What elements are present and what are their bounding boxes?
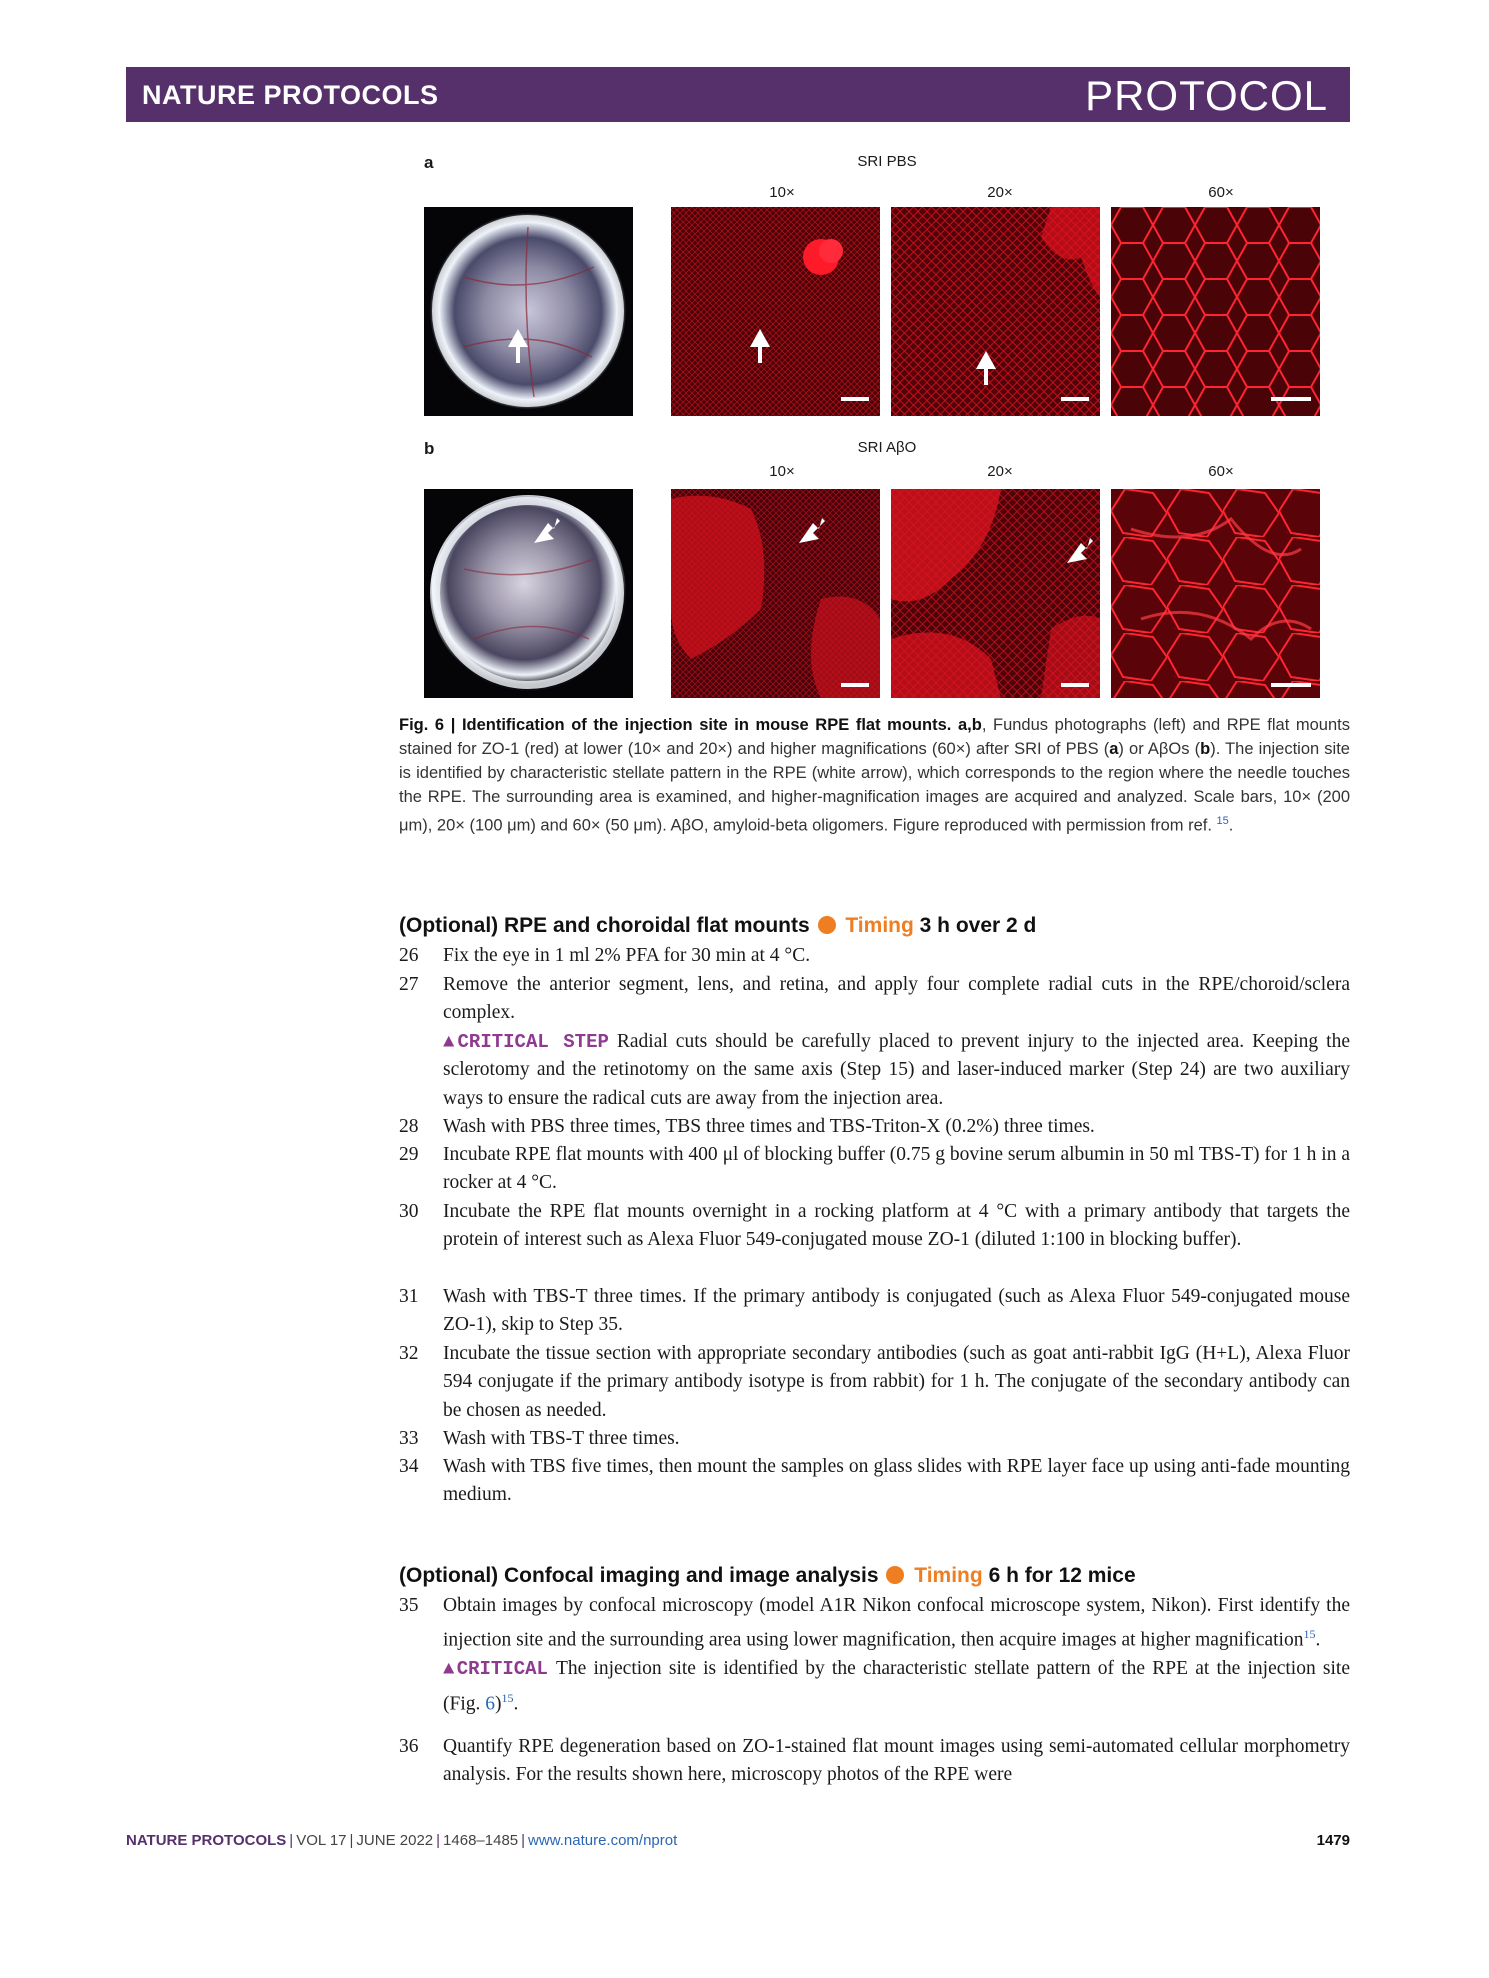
panel-a-mag-20x: 20× (987, 184, 1013, 201)
footer-pages: 1468–1485 (443, 1832, 519, 1849)
section-title-confocal (399, 1564, 1350, 1588)
panel-a-fundus-photo (424, 207, 633, 416)
footer-separator: | (289, 1832, 294, 1849)
critical-text: The injection site is identified by the characteristic stellate pattern of the RPE at the injection site (Fig. (443, 1658, 1350, 1715)
step-26 (399, 942, 1350, 970)
step-number: 33 (399, 1428, 419, 1449)
figure-6 (0, 0, 1489, 720)
step-text (443, 971, 1350, 1113)
page-footer (126, 1832, 1350, 1849)
panel-b-flatmount-60x (1111, 489, 1320, 698)
panel-b-mag-60x: 60× (1208, 463, 1234, 480)
critical-step-note (443, 1028, 1350, 1113)
step-text: Incubate the tissue section with appropriate secondary antibodies (such as goat anti-rabbit IgG (H+L), Alexa Fluor 594 conjugate if the primary antibody isotype is from rabbit) for 1 h. The conjugate of the secondary antibody can be chosen as needed. (443, 1343, 1350, 1421)
step-text: Fix the eye in 1 ml 2% PFA for 30 min at 4 °C. (443, 945, 811, 966)
critical-close-paren: ) (495, 1693, 502, 1715)
step-number: 36 (399, 1736, 419, 1757)
step-number: 29 (399, 1144, 419, 1165)
step-30 (399, 1198, 1350, 1255)
critical-label: ▲CRITICAL (443, 1658, 548, 1681)
panel-b-flatmount-20x (891, 489, 1100, 698)
step-27 (399, 971, 1350, 1113)
section1-title-text: (Optional) RPE and choroidal flat mounts (399, 914, 810, 937)
caption-ref-link[interactable]: 15 (1216, 815, 1229, 827)
panel-a-mag-10x: 10× (769, 184, 795, 201)
critical-step-label: ▲CRITICAL STEP (443, 1030, 609, 1053)
section2-timing-label: Timing (914, 1564, 983, 1587)
panel-b-title: SRI AβO (857, 439, 917, 456)
step-number: 28 (399, 1116, 419, 1137)
panel-b-mag-10x: 10× (769, 463, 795, 480)
footer-volume: VOL 17 (296, 1832, 347, 1849)
critical-note (443, 1655, 1350, 1718)
caption-text-3: ). The injection site is identified by characteristic stellate pattern in the RPE (white arrow), which corresponds to the region where the needle touches the RPE. The surrounding area is examined, and higher-magnification images are acquired and analyzed. Scale bars, 10× (200 μm), 20× (100 μm) and 60× (50 μm). AβO, amyloid-beta oligomers. Figure reproduced with permission from ref. (399, 740, 1350, 835)
panel-a-mag-60x: 60× (1208, 184, 1234, 201)
step-number: 30 (399, 1201, 419, 1222)
critical-end: . (513, 1693, 519, 1715)
step-28 (399, 1113, 1350, 1141)
step-text: Incubate RPE flat mounts with 400 μl of blocking buffer (0.75 g bovine serum albumin in 50 ml TBS-T) for 1 h in a rocker at 4 °C. (443, 1144, 1350, 1194)
footer-url-link[interactable]: www.nature.com/nprot (528, 1832, 678, 1849)
step-35 (399, 1592, 1350, 1719)
panel-a-title: SRI PBS (857, 153, 917, 170)
step-number: 35 (399, 1595, 419, 1616)
step-number: 31 (399, 1286, 419, 1307)
panel-a-flatmount-10x (671, 207, 880, 416)
step-27-main-text: Remove the anterior segment, lens, and retina, and apply four complete radial cuts in the RPE/choroid/sclera complex. (443, 974, 1350, 1024)
caption-text-2: ) or AβOs ( (1118, 740, 1201, 758)
caption-end: . (1228, 816, 1234, 835)
timing-dot-icon (818, 916, 836, 934)
critical-ref-link[interactable]: 15 (501, 1690, 514, 1705)
footer-separator: | (349, 1832, 354, 1849)
footer-separator: | (521, 1832, 526, 1849)
caption-text-1: , Fundus photographs (left) and RPE flat mounts stained for ZO-1 (red) at lower (10× and 20×) and higher magnifications (60×) after SRI of PBS ( (399, 716, 1350, 758)
footer-journal: NATURE PROTOCOLS (126, 1832, 287, 1849)
caption-a: a (1109, 740, 1119, 758)
panel-b-letter: b (424, 439, 435, 458)
panel-b-fundus-photo (424, 489, 633, 698)
step-number: 34 (399, 1456, 419, 1477)
panel-a-flatmount-20x (891, 207, 1100, 416)
section1-timing-label: Timing (845, 914, 914, 937)
step-32 (399, 1340, 1350, 1425)
section2-title-text: (Optional) Confocal imaging and image analysis (399, 1564, 879, 1587)
panel-b-flatmount-10x (671, 489, 880, 698)
panel-a-flatmount-60x (1111, 207, 1320, 416)
step-number: 27 (399, 974, 419, 995)
step-text: Quantify RPE degeneration based on ZO-1-stained flat mount images using semi-automated cellular morphometry analysis. For the results shown here, microscopy photos of the RPE were (443, 1736, 1350, 1786)
step-31 (399, 1283, 1350, 1340)
step-number: 32 (399, 1343, 419, 1364)
panel-a-letter: a (424, 153, 434, 172)
section2-timing-value: 6 h for 12 mice (988, 1564, 1136, 1587)
step-text: Wash with TBS-T three times. If the primary antibody is conjugated (such as Alexa Fluor 549-conjugated mouse ZO-1), skip to Step 35. (443, 1286, 1350, 1336)
panel-b-mag-20x: 20× (987, 463, 1013, 480)
section1-timing-value: 3 h over 2 d (919, 914, 1037, 937)
journal-name: NATURE PROTOCOLS (142, 80, 439, 110)
step-33 (399, 1425, 1350, 1453)
caption-panels: a,b (957, 716, 982, 734)
critical-step-text: Radial cuts should be carefully placed to prevent injury to the injected area. Keeping the sclerotomy and the retinotomy on the same axis (Step 15) and laser-induced marker (Step 24) are two auxiliary ways to ensure the radical cuts are away from the injection area. (443, 1030, 1350, 1109)
caption-label: Fig. 6 | Identification of the injection site in mouse RPE flat mounts. (399, 716, 952, 734)
step-35-end: . (1315, 1629, 1321, 1651)
footer-separator: | (436, 1832, 441, 1849)
step-36 (399, 1733, 1350, 1790)
step-text: Wash with PBS three times, TBS three times and TBS-Triton-X (0.2%) three times. (443, 1116, 1095, 1137)
step-text: Wash with TBS five times, then mount the samples on glass slides with RPE layer face up using anti-fade mounting medium. (443, 1456, 1350, 1506)
figure-6-link[interactable]: 6 (485, 1693, 496, 1715)
article-type: PROTOCOL (1085, 72, 1328, 119)
step-29 (399, 1141, 1350, 1198)
figure-caption (399, 713, 1350, 838)
step-text: Incubate the RPE flat mounts overnight in a rocking platform at 4 °C with a primary antibody that targets the protein of interest such as Alexa Fluor 549-conjugated mouse ZO-1 (diluted 1:100 in blocking buffer). (443, 1201, 1350, 1251)
step-text: Wash with TBS-T three times. (443, 1428, 680, 1449)
page-number: 1479 (1316, 1832, 1350, 1849)
step-35-main-text (443, 1592, 1350, 1655)
footer-date: JUNE 2022 (356, 1832, 434, 1849)
timing-dot-icon (886, 1566, 904, 1584)
step-35-ref-link[interactable]: 15 (1303, 1627, 1316, 1642)
section-title-flat-mounts (399, 914, 1350, 938)
step-number: 26 (399, 945, 419, 966)
step-text (443, 1592, 1350, 1719)
step-35-text: Obtain images by confocal microscopy (model A1R Nikon confocal microscope system, Nikon). First identify the injection site and the surrounding area using lower magnification, then acquire images at higher magnification (443, 1595, 1350, 1651)
caption-b: b (1200, 740, 1211, 758)
step-34 (399, 1453, 1350, 1510)
